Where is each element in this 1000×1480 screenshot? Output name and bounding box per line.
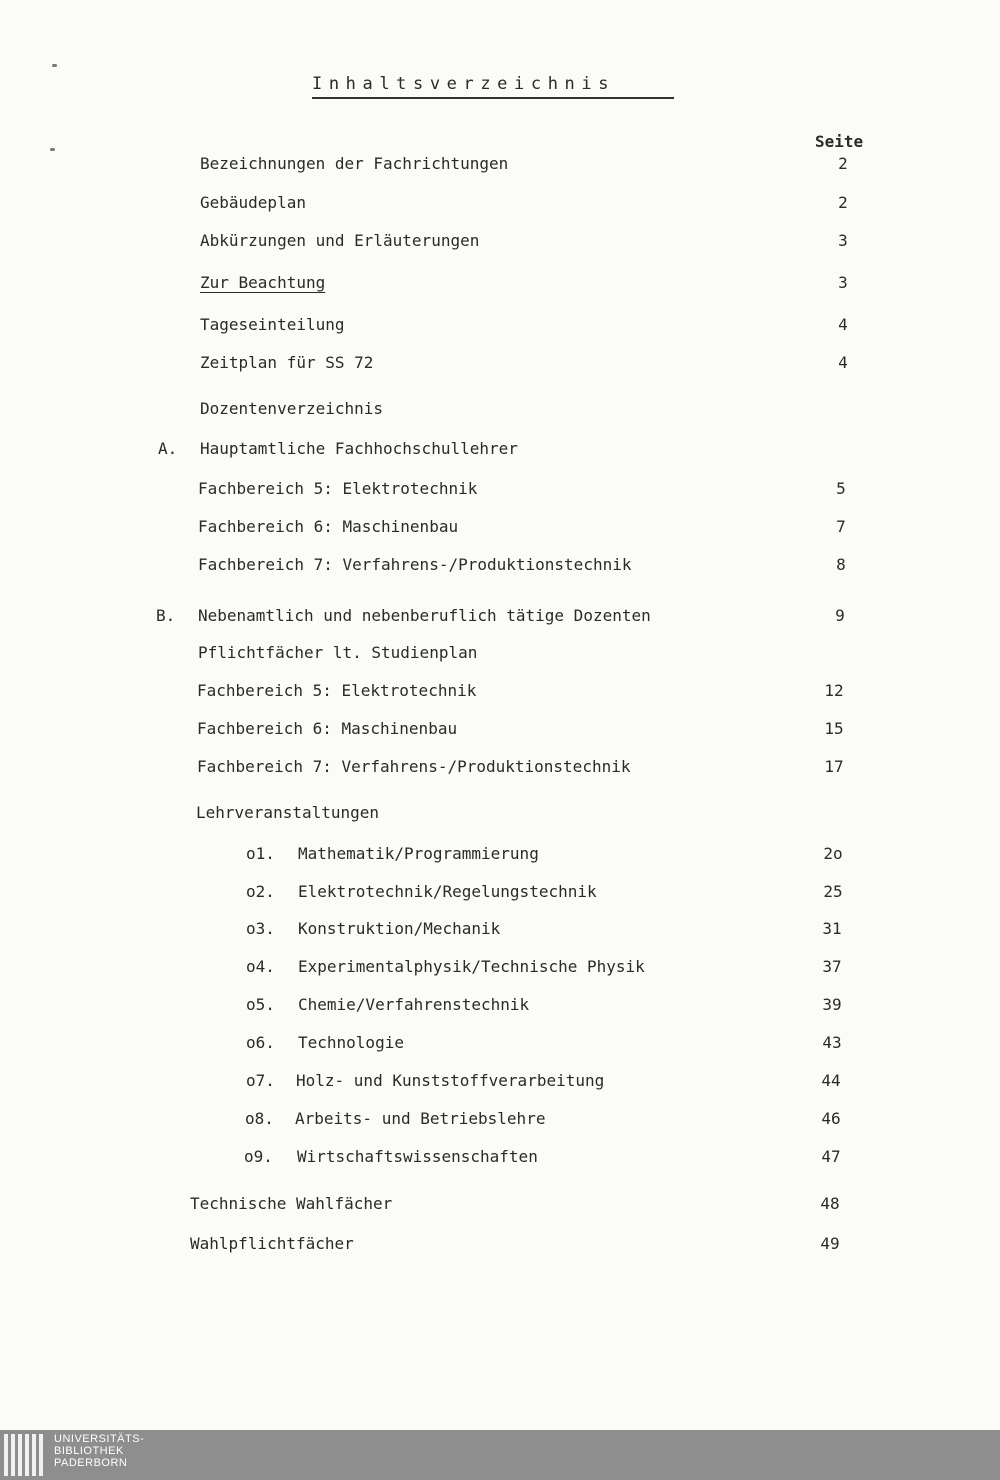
course-number: o3. <box>246 919 275 938</box>
section-heading: Dozentenverzeichnis <box>200 399 384 418</box>
toc-entry-page: 44 <box>821 1071 841 1090</box>
toc-entry-page: 43 <box>822 1033 842 1052</box>
page-column-header: Seite <box>815 132 864 151</box>
library-logo-text <box>54 1433 144 1469</box>
logo-line: PADERBORN <box>54 1457 128 1469</box>
toc-entry-label: Fachbereich 5: Elektrotechnik <box>197 681 477 700</box>
course-number: o1. <box>246 844 275 863</box>
course-number: o6. <box>246 1033 275 1052</box>
course-label: Holz- und Kunststoffverarbeitung <box>296 1071 605 1090</box>
toc-entry-page: 8 <box>836 555 846 574</box>
course-label: Wirtschaftswissenschaften <box>297 1147 538 1166</box>
toc-entry-label: Tageseinteilung <box>200 315 345 334</box>
toc-entry-page: 47 <box>821 1147 841 1166</box>
course-label: Konstruktion/Mechanik <box>298 919 501 938</box>
toc-entry-page: 12 <box>824 681 844 700</box>
course-number: o8. <box>245 1109 274 1128</box>
toc-entry-label: Fachbereich 7: Verfahrens-/Produktionstechnik <box>198 555 632 574</box>
toc-entry-page: 2o <box>823 844 843 863</box>
toc-entry-label: Zeitplan für SS 72 <box>200 353 374 372</box>
toc-entry-page: 48 <box>820 1194 840 1213</box>
course-number: o5. <box>246 995 275 1014</box>
toc-entry-label: Fachbereich 7: Verfahrens-/Produktionstechnik <box>197 757 631 776</box>
course-number: o4. <box>246 957 275 976</box>
course-number: o7. <box>246 1071 275 1090</box>
section-label: Nebenamtlich und nebenberuflich tätige Dozenten <box>198 606 651 625</box>
course-label: Arbeits- und Betriebslehre <box>295 1109 546 1128</box>
course-number: o9. <box>244 1147 273 1166</box>
logo-line: BIBLIOTHEK <box>54 1445 124 1457</box>
toc-entry-label: Abkürzungen und Erläuterungen <box>200 231 480 250</box>
library-footer <box>0 1430 1000 1480</box>
toc-entry-label: Fachbereich 5: Elektrotechnik <box>198 479 478 498</box>
sub-heading: Pflichtfächer lt. Studienplan <box>198 643 478 662</box>
toc-entry-page: 37 <box>822 957 842 976</box>
toc-entry-label: Gebäudeplan <box>200 193 306 212</box>
toc-entry-page: 25 <box>823 882 843 901</box>
toc-entry-label: Zur Beachtung <box>200 273 326 292</box>
paper-speck <box>52 64 57 67</box>
paper-speck <box>50 148 55 151</box>
toc-entry-label: Wahlpflichtfächer <box>190 1234 354 1253</box>
section-marker: B. <box>156 606 176 625</box>
toc-entry-page: 2 <box>838 193 848 212</box>
course-label: Chemie/Verfahrenstechnik <box>298 995 530 1014</box>
toc-entry-page: 15 <box>824 719 844 738</box>
section-marker: A. <box>158 439 178 458</box>
course-label: Elektrotechnik/Regelungstechnik <box>298 882 597 901</box>
course-label: Technologie <box>298 1033 404 1052</box>
toc-entry-page: 9 <box>835 606 845 625</box>
toc-entry-label: Fachbereich 6: Maschinenbau <box>197 719 458 738</box>
toc-entry-page: 5 <box>836 479 846 498</box>
toc-entry-page: 39 <box>822 995 842 1014</box>
toc-entry-page: 17 <box>824 757 844 776</box>
toc-entry-page: 46 <box>821 1109 841 1128</box>
toc-entry-label: Fachbereich 6: Maschinenbau <box>198 517 459 536</box>
toc-entry-page: 4 <box>838 315 848 334</box>
toc-entry-page: 3 <box>838 231 848 250</box>
logo-line: UNIVERSITÄTS- <box>54 1433 145 1445</box>
section-heading: Lehrveranstaltungen <box>196 803 380 822</box>
toc-entry-page: 4 <box>838 353 848 372</box>
course-label: Experimentalphysik/Technische Physik <box>298 957 645 976</box>
toc-entry-page: 2 <box>838 154 848 173</box>
section-label: Hauptamtliche Fachhochschullehrer <box>200 439 518 458</box>
course-label: Mathematik/Programmierung <box>298 844 539 863</box>
toc-entry-page: 31 <box>822 919 842 938</box>
toc-entry-label: Technische Wahlfächer <box>190 1194 393 1213</box>
toc-entry-page: 7 <box>836 517 846 536</box>
course-number: o2. <box>246 882 275 901</box>
toc-entry-page: 49 <box>820 1234 840 1253</box>
page-title: Inhaltsverzeichnis <box>312 74 674 99</box>
library-logo-bars-icon <box>4 1432 43 1478</box>
toc-entry-page: 3 <box>838 273 848 292</box>
toc-entry-label: Bezeichnungen der Fachrichtungen <box>200 154 509 173</box>
